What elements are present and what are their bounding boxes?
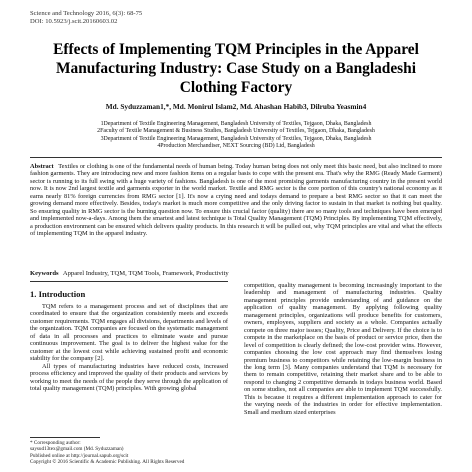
abstract xyxy=(30,163,442,238)
abstract-text: Textiles or clothing is one of the fundamental needs of human being. Today human being does not only meet this basic need, but also inclined to more fashion garments. They are introducing new and more fashion items on a regular basis to cope with the present era. That's why the RMG (Ready Made Garment) sector is running to its full swing with a huge variety of fashions. Bangladesh is one of the most promising garments manufacturing country in the present world now. It is now 2nd largest textile and garments exporter in the world market. Textile and RMG sector is the core portion of this country's national economy as it earns nearly 81% foreign currencies from RMG sector [1]. It's now a crying need and todays demand to prepare a best RMG sector so that it can meet the growing demand more effectively. Besides, today's market is much more competitive and the only driving factor to sustain in that market is nothing but quality. So ensuring quality in RMG sector is the burning question now. To ensure this crucial factor (quality) there are so many tools and techniques have been emerged and implemented now-a-days. Among them the smartest and latest technique is Total Quality Management (TQM) Principles. By implementing TQM effectively, a production environment can be ensured which delivers quality products. In this research it will be pulled out, why TQM principles are vital and what the effects of implementing TQM in the apparel industry. xyxy=(30,163,442,238)
keywords-bottom-rule xyxy=(30,281,228,282)
left-column xyxy=(30,289,228,392)
footnotes xyxy=(30,440,230,465)
journal-header xyxy=(30,10,450,26)
right-column xyxy=(244,282,442,416)
affiliation-3: 3Department of Textile Engineering Management, Bangladesh University of Textiles, Tejgaon, Dhaka, Bangladesh xyxy=(100,135,372,142)
intro-paragraph-continued: competition, quality management is becoming increasingly important to the leadership and management of manufacturing industries. Quality management principles provide understanding of and guidance on the application of quality management. By applying following quality management principles, organizations will produce benefits for customers, owners, employees, suppliers and society as a whole. Companies actually compete on three major issues; Quality, Price and Delivery. If the choice is to compete in the marketplace on the basis of product or service price, then the level of competition is clearly defined; the low-cost provider wins. However, companies choosing the low cost approach may find themselves losing premium business to competitors while retaining the low-margin business in the long term [3]. Many companies understand that TQM is necessary for them to remain competitive, retaining their market share and to be able to respond to changing 2 competitive demands in todays business world. Based on some studies, not all companies are able to implement TQM successfully. This is because it requires a different implementation approach to cater for the varying needs of the industries in order for effective implementation. Small and medium sized enterprises xyxy=(244,282,442,416)
footnote-email: saysud13tex@gmail.com (Md. Syduzzaman) xyxy=(30,446,124,453)
footnote-published: Published online at http://journal.sapub.org/scit xyxy=(30,452,129,459)
abstract-top-rule xyxy=(30,157,442,158)
intro-paragraph-1: TQM refers to a management process and set of disciplines that are coordinated to ensure that the organization consistently meets and exceeds customer requirements. TQM engages all divisions, departments and levels of the organization. TQM companies are focused on the systematic management of data in all processes and practices to eliminate waste and pursue continuous improvement. The goal is to deliver the highest value for the customer at the lowest cost while achieving sustained profit and economic stability for the company [2]. xyxy=(30,303,228,363)
affiliation-4: 4Production Merchandiser, NEXT Sourcing (BD) Ltd, Bangladesh xyxy=(157,142,315,149)
journal-doi: DOI: 10.5923/j.scit.20160603.02 xyxy=(30,18,118,25)
journal-citation: Science and Technology 2016, 6(3): 68-75 xyxy=(30,10,143,17)
keywords-text: Apparel Industry, TQM, TQM Tools, Framework, Productivity xyxy=(62,270,229,277)
affiliation-list xyxy=(30,121,442,150)
keywords xyxy=(30,270,442,278)
footnote-copyright: Copyright © 2016 Scientific & Academic Publishing. All Rights Reserved xyxy=(30,458,185,465)
footnote-rule xyxy=(30,437,100,438)
paper-title: Effects of Implementing TQM Principles in the Apparel Manufacturing Industry: Case Study on a Bangladeshi Clothing Factory xyxy=(53,41,419,96)
affiliation-1: 1Department of Textile Engineering Management, Bangladesh University of Textiles, Tejgaon, Dhaka, Bangladesh xyxy=(100,121,372,127)
author-list: Md. Syduzzaman1,*, Md. Monirul Islam2, Md. Ahashan Habib3, Dilruba Yeasmin4 xyxy=(105,102,367,111)
section-heading-introduction: 1. Introduction xyxy=(30,289,86,299)
intro-paragraph-2: All types of manufacturing industries have reduced costs, increased process efficiency and improved the quality of their products and services by working to meet the needs of the people they serve through the application of total quality management (TQM) principles. With growing global xyxy=(30,362,228,392)
keywords-label: Keywords xyxy=(30,270,59,277)
footnote-corresponding: * Corresponding author: xyxy=(30,440,81,446)
affiliation-2: 2Faculty of Textile Management & Business Studies, Bangladesh University of Textiles, Tejgaon, Dhaka, Bangladesh xyxy=(97,128,375,135)
abstract-label: Abstract xyxy=(30,163,54,170)
